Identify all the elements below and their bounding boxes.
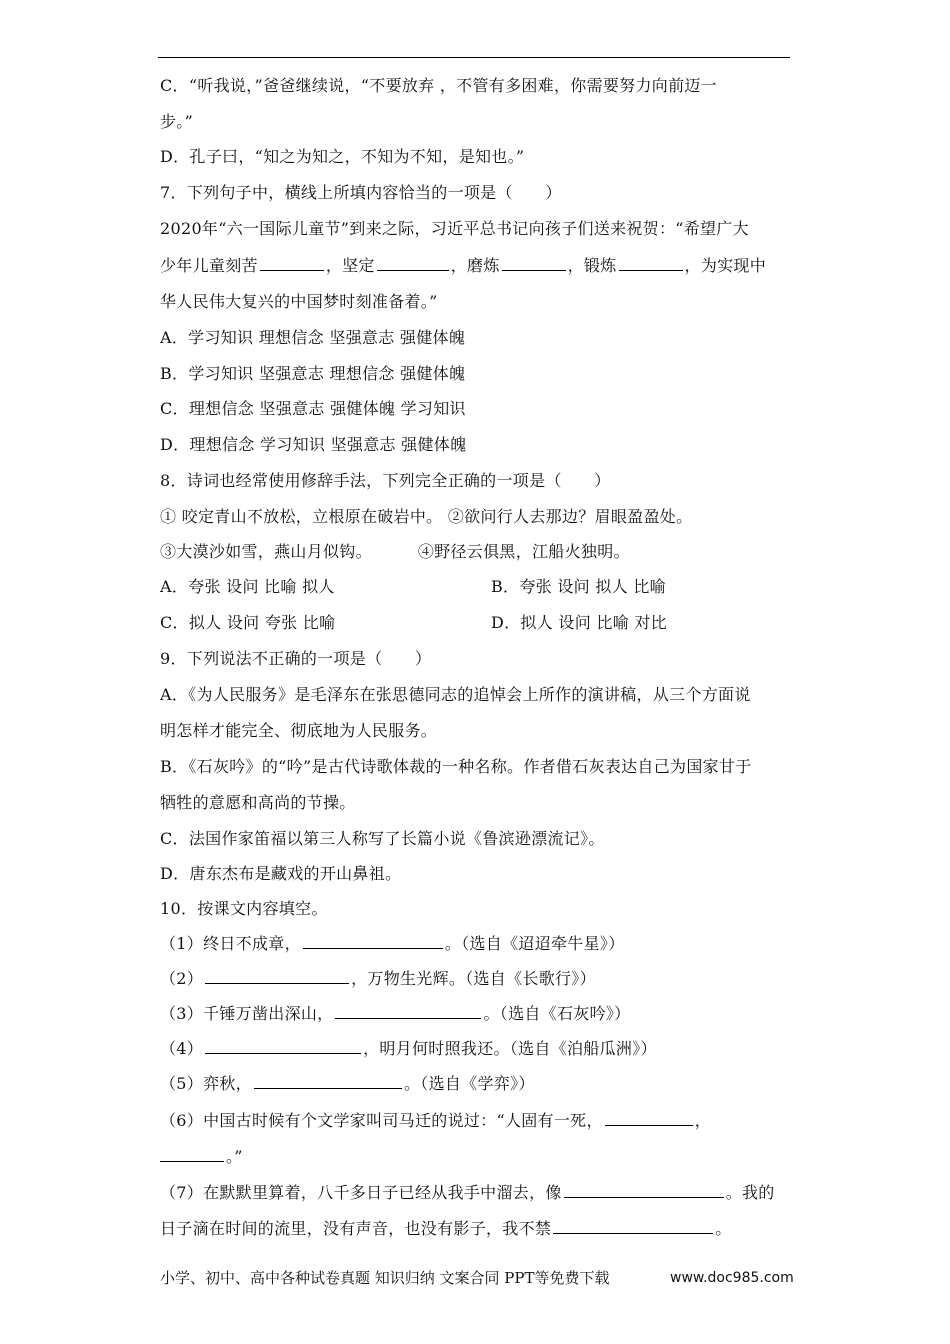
q9-option-b-line2: 牺牲的意愿和高尚的节操。 [160, 793, 356, 812]
q7-passage-line1: 2020年“六一国际儿童节”到来之际，习近平总书记向孩子们送来祝贺：“希望广大 [160, 219, 749, 238]
q7-passage-line2 [160, 256, 766, 276]
q10-item-6-line1 [160, 1111, 711, 1131]
q10-item-5-text: （5）弈秋， [160, 1074, 252, 1093]
q7-text-d: ，锻炼 [567, 256, 617, 275]
q10-blank-6b [160, 1147, 224, 1162]
q7-option-c: C．理想信念 坚强意志 强健体魄 学习知识 [160, 399, 466, 418]
q10-item-7-line1 [160, 1183, 775, 1203]
q10-item-2-text: ，万物生光辉。（选自《长歌行》） [351, 969, 596, 988]
q10-item-4-text: ，明月何时照我还。（选自《泊船瓜洲》） [363, 1039, 657, 1058]
q6-option-c-line2: 步。” [160, 112, 194, 131]
q10-item-2-num: （2） [160, 969, 204, 988]
footer-text: 小学、初中、高中各种试卷真题 知识归纳 文案合同 PPT等免费下载 [160, 1269, 610, 1287]
q9-option-d: D．唐东杰布是藏戏的开山鼻祖。 [160, 864, 402, 883]
q6-option-d: D．孔子曰，“知之为知之，不知为不知，是知也。” [160, 147, 525, 166]
q7-blank-1 [260, 256, 324, 271]
q8-option-b: B．夸张 设问 拟人 比喻 [491, 577, 666, 596]
q10-item-3 [160, 1004, 631, 1024]
q7-text-c: ，磨炼 [450, 256, 500, 275]
q10-blank-7a [564, 1183, 724, 1198]
q7-blank-2 [377, 256, 449, 271]
q10-blank-5 [254, 1074, 402, 1089]
q8-stem: 8．诗词也经常使用修辞手法，下列完全正确的一项是（ ） [160, 471, 611, 490]
q8-poem-4: ④野径云俱黑，江船火独明。 [417, 542, 630, 561]
q10-item-2 [160, 969, 596, 989]
q10-blank-4 [205, 1039, 361, 1054]
q7-blank-3 [502, 256, 566, 271]
q9-option-a-line1: A．《为人民服务》是毛泽东在张思德同志的追悼会上所作的演讲稿，从三个方面说 [160, 685, 751, 704]
q7-blank-4 [619, 256, 683, 271]
q10-item-7-text-c: 日子滴在时间的流里，没有声音，也没有影子，我不禁 [160, 1219, 552, 1238]
q10-stem: 10．按课文内容填空。 [160, 899, 328, 918]
q10-blank-1 [303, 934, 443, 949]
q10-item-6-end: 。” [226, 1147, 243, 1166]
q7-text-a: 少年儿童刻苦 [160, 256, 258, 275]
q10-blank-6a [605, 1111, 693, 1126]
q10-item-5-source: 。（选自《学弈》） [403, 1074, 535, 1093]
header-rule [158, 57, 790, 58]
q10-item-7-text: （7）在默默里算着，八千多日子已经从我手中溜去，像 [160, 1183, 562, 1202]
q8-option-d: D．拟人 设问 比喻 对比 [491, 613, 667, 632]
q10-item-5 [160, 1074, 535, 1094]
footer [160, 1268, 794, 1288]
q9-option-c: C．法国作家笛福以第三人称写了长篇小说《鲁滨逊漂流记》。 [160, 829, 605, 848]
q10-item-1-source: 。（选自《迢迢牵牛星》） [444, 934, 625, 953]
q9-option-a-line2: 明怎样才能完全、彻底地为人民服务。 [160, 721, 438, 740]
q9-option-b-line1: B．《石灰吟》的“吟”是古代诗歌体裁的一种名称。作者借石灰表达自己为国家甘于 [160, 757, 752, 776]
q10-item-4-num: （4） [160, 1039, 204, 1058]
q10-item-7-line2 [160, 1219, 732, 1239]
q8-poem-line2 [160, 542, 630, 562]
q7-option-b: B．学习知识 坚强意志 理想信念 强健体魄 [160, 364, 466, 383]
q8-option-a: A．夸张 设问 比喻 拟人 [160, 577, 335, 596]
q10-item-6-comma: ， [694, 1111, 712, 1130]
q10-item-1-text: （1）终日不成章， [160, 934, 301, 953]
q10-blank-7b [553, 1219, 713, 1234]
q7-option-d: D．理想信念 学习知识 坚强意志 强健体魄 [160, 435, 467, 454]
q10-item-3-text: （3）千锤万凿出深山， [160, 1004, 334, 1023]
q10-item-4 [160, 1039, 657, 1059]
q10-item-7-end: 。 [715, 1219, 732, 1238]
q7-passage-line3: 华人民伟大复兴的中国梦时刻准备着。” [160, 292, 438, 311]
q9-stem: 9．下列说法不正确的一项是（ ） [160, 649, 432, 668]
q7-text-b: ，坚定 [325, 256, 375, 275]
q7-text-e: ，为实现中 [684, 256, 767, 275]
q10-item-3-source: 。（选自《石灰吟》） [483, 1004, 631, 1023]
footer-url[interactable]: www.doc985.com [670, 1270, 794, 1286]
q8-option-c: C．拟人 设问 夸张 比喻 [160, 613, 336, 632]
q10-item-6-line2 [160, 1147, 243, 1167]
q10-item-7-text-b: 。我的 [725, 1183, 775, 1202]
q8-options-row1 [160, 577, 335, 597]
q7-stem: 7．下列句子中，横线上所填内容恰当的一项是（ ） [160, 183, 562, 202]
q10-blank-3 [335, 1004, 481, 1019]
q8-poem-line1: ① 咬定青山不放松，立根原在破岩中。 ②欲问行人去那边？眉眼盈盈处。 [160, 507, 693, 526]
q10-item-1 [160, 934, 625, 954]
q10-blank-2 [205, 969, 349, 984]
q10-item-6-text: （6）中国古时候有个文学家叫司马迁的说过：“人固有一死， [160, 1111, 603, 1130]
q6-option-c-line1: C．“听我说，”爸爸继续说，“不要放弃 ，不管有多困难，你需要努力向前迈一 [160, 76, 717, 95]
q8-poem-3: ③大漠沙如雪，燕山月似钩。 [160, 542, 372, 561]
q7-option-a: A．学习知识 理想信念 坚强意志 强健体魄 [160, 328, 466, 347]
